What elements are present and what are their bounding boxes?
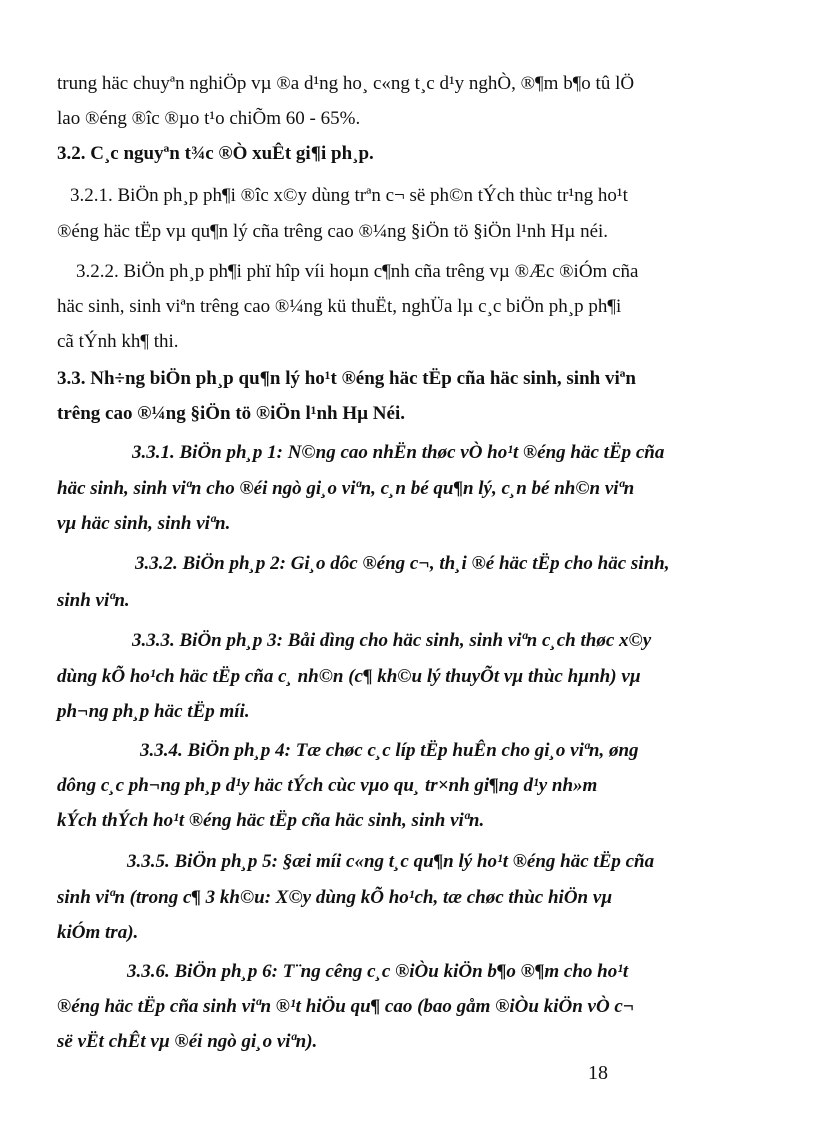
measure-4-line-1: 3.3.4. BiÖn ph¸p 4: Tæ chøc c¸c líp tËp huÊn cho gi¸o viªn, øng — [140, 740, 639, 761]
section-3-2-heading: 3.2. C¸c nguyªn t¾c ®Ò xuÊt gi¶i ph¸p. — [57, 143, 374, 164]
measure-5-line-3: kiÓm tra). — [57, 922, 139, 943]
item-3-2-1-line-2: ®éng häc tËp vµ qu¶n lý cña trêng cao ®¼ng §iÖn tö §iÖn l¹nh Hµ néi. — [57, 221, 609, 242]
measure-3-line-2: dùng kÕ ho¹ch häc tËp cña c¸ nh©n (c¶ kh©u lý thuyÕt vµ thùc hµnh) vµ — [57, 666, 641, 687]
measure-4-line-3: kÝch thÝch ho¹t ®éng häc tËp cña häc sinh, sinh viªn. — [57, 810, 485, 831]
intro-line-2: lao ®éng ®îc ®µo t¹o chiÕm 60 - 65%. — [57, 108, 361, 129]
measure-1-line-2: häc sinh, sinh viªn cho ®éi ngò gi¸o viªn, c¸n bé qu¶n lý, c¸n bé nh©n viªn — [57, 478, 635, 499]
page-number: 18 — [588, 1062, 608, 1084]
measure-3-line-3: ph¬ng ph¸p häc tËp míi. — [57, 701, 250, 722]
measure-2-line-1: 3.3.2. BiÖn ph¸p 2: Gi¸o dôc ®éng c¬, th¸i ®é häc tËp cho häc sinh, — [135, 553, 670, 574]
measure-5-line-2: sinh viªn (trong c¶ 3 kh©u: X©y dùng kÕ ho¹ch, tæ chøc thùc hiÖn vµ — [57, 887, 613, 908]
measure-6-line-1: 3.3.6. BiÖn ph¸p 6: T¨ng cêng c¸c ®iÒu kiÖn b¶o ®¶m cho ho¹t — [127, 961, 629, 982]
item-3-2-2-line-1: 3.2.2. BiÖn ph¸p ph¶i phï hîp víi hoµn c¶nh cña trêng vµ ®Æc ®iÓm cña — [76, 261, 639, 282]
measure-1-line-1: 3.3.1. BiÖn ph¸p 1: N©ng cao nhËn thøc vÒ ho¹t ®éng häc tËp cña — [132, 442, 665, 463]
measure-5-line-1: 3.3.5. BiÖn ph¸p 5: §æi míi c«ng t¸c qu¶n lý ho¹t ®éng häc tËp cña — [127, 851, 655, 872]
measure-4-line-2: dông c¸c ph¬ng ph¸p d¹y häc tÝch cùc vµo qu¸ tr×nh gi¶ng d¹y nh»m — [57, 775, 598, 796]
item-3-2-1-line-1: 3.2.1. BiÖn ph¸p ph¶i ®îc x©y dùng trªn c¬ së ph©n tÝch thùc tr¹ng ho¹t — [70, 185, 628, 206]
measure-6-line-2: ®éng häc tËp cña sinh viªn ®¹t hiÖu qu¶ cao (bao gåm ®iÒu kiÖn vÒ c¬ — [57, 996, 635, 1017]
intro-line-1: trung häc chuyªn nghiÖp vµ ®a d¹ng ho¸ c«ng t¸c d¹y nghÒ, ®¶m b¶o tû lÖ — [57, 73, 635, 94]
measure-3-line-1: 3.3.3. BiÖn ph¸p 3: Båi dìng cho häc sinh, sinh viªn c¸ch thøc x©y — [132, 630, 652, 651]
measure-1-line-3: vµ häc sinh, sinh viªn. — [57, 513, 231, 534]
measure-2-line-2: sinh viªn. — [57, 590, 130, 611]
section-3-3-heading-line-2: trêng cao ®¼ng §iÖn tö ®iÖn l¹nh Hµ Néi. — [57, 403, 405, 424]
item-3-2-2-line-3: cã tÝnh kh¶ thi. — [57, 331, 179, 352]
item-3-2-2-line-2: häc sinh, sinh viªn trêng cao ®¼ng kü thuËt, nghÜa lµ c¸c biÖn ph¸p ph¶i — [57, 296, 622, 317]
section-3-3-heading-line-1: 3.3. Nh÷ng biÖn ph¸p qu¶n lý ho¹t ®éng häc tËp cña häc sinh, sinh viªn — [57, 368, 636, 389]
measure-6-line-3: së vËt chÊt vµ ®éi ngò gi¸o viªn). — [57, 1031, 318, 1052]
